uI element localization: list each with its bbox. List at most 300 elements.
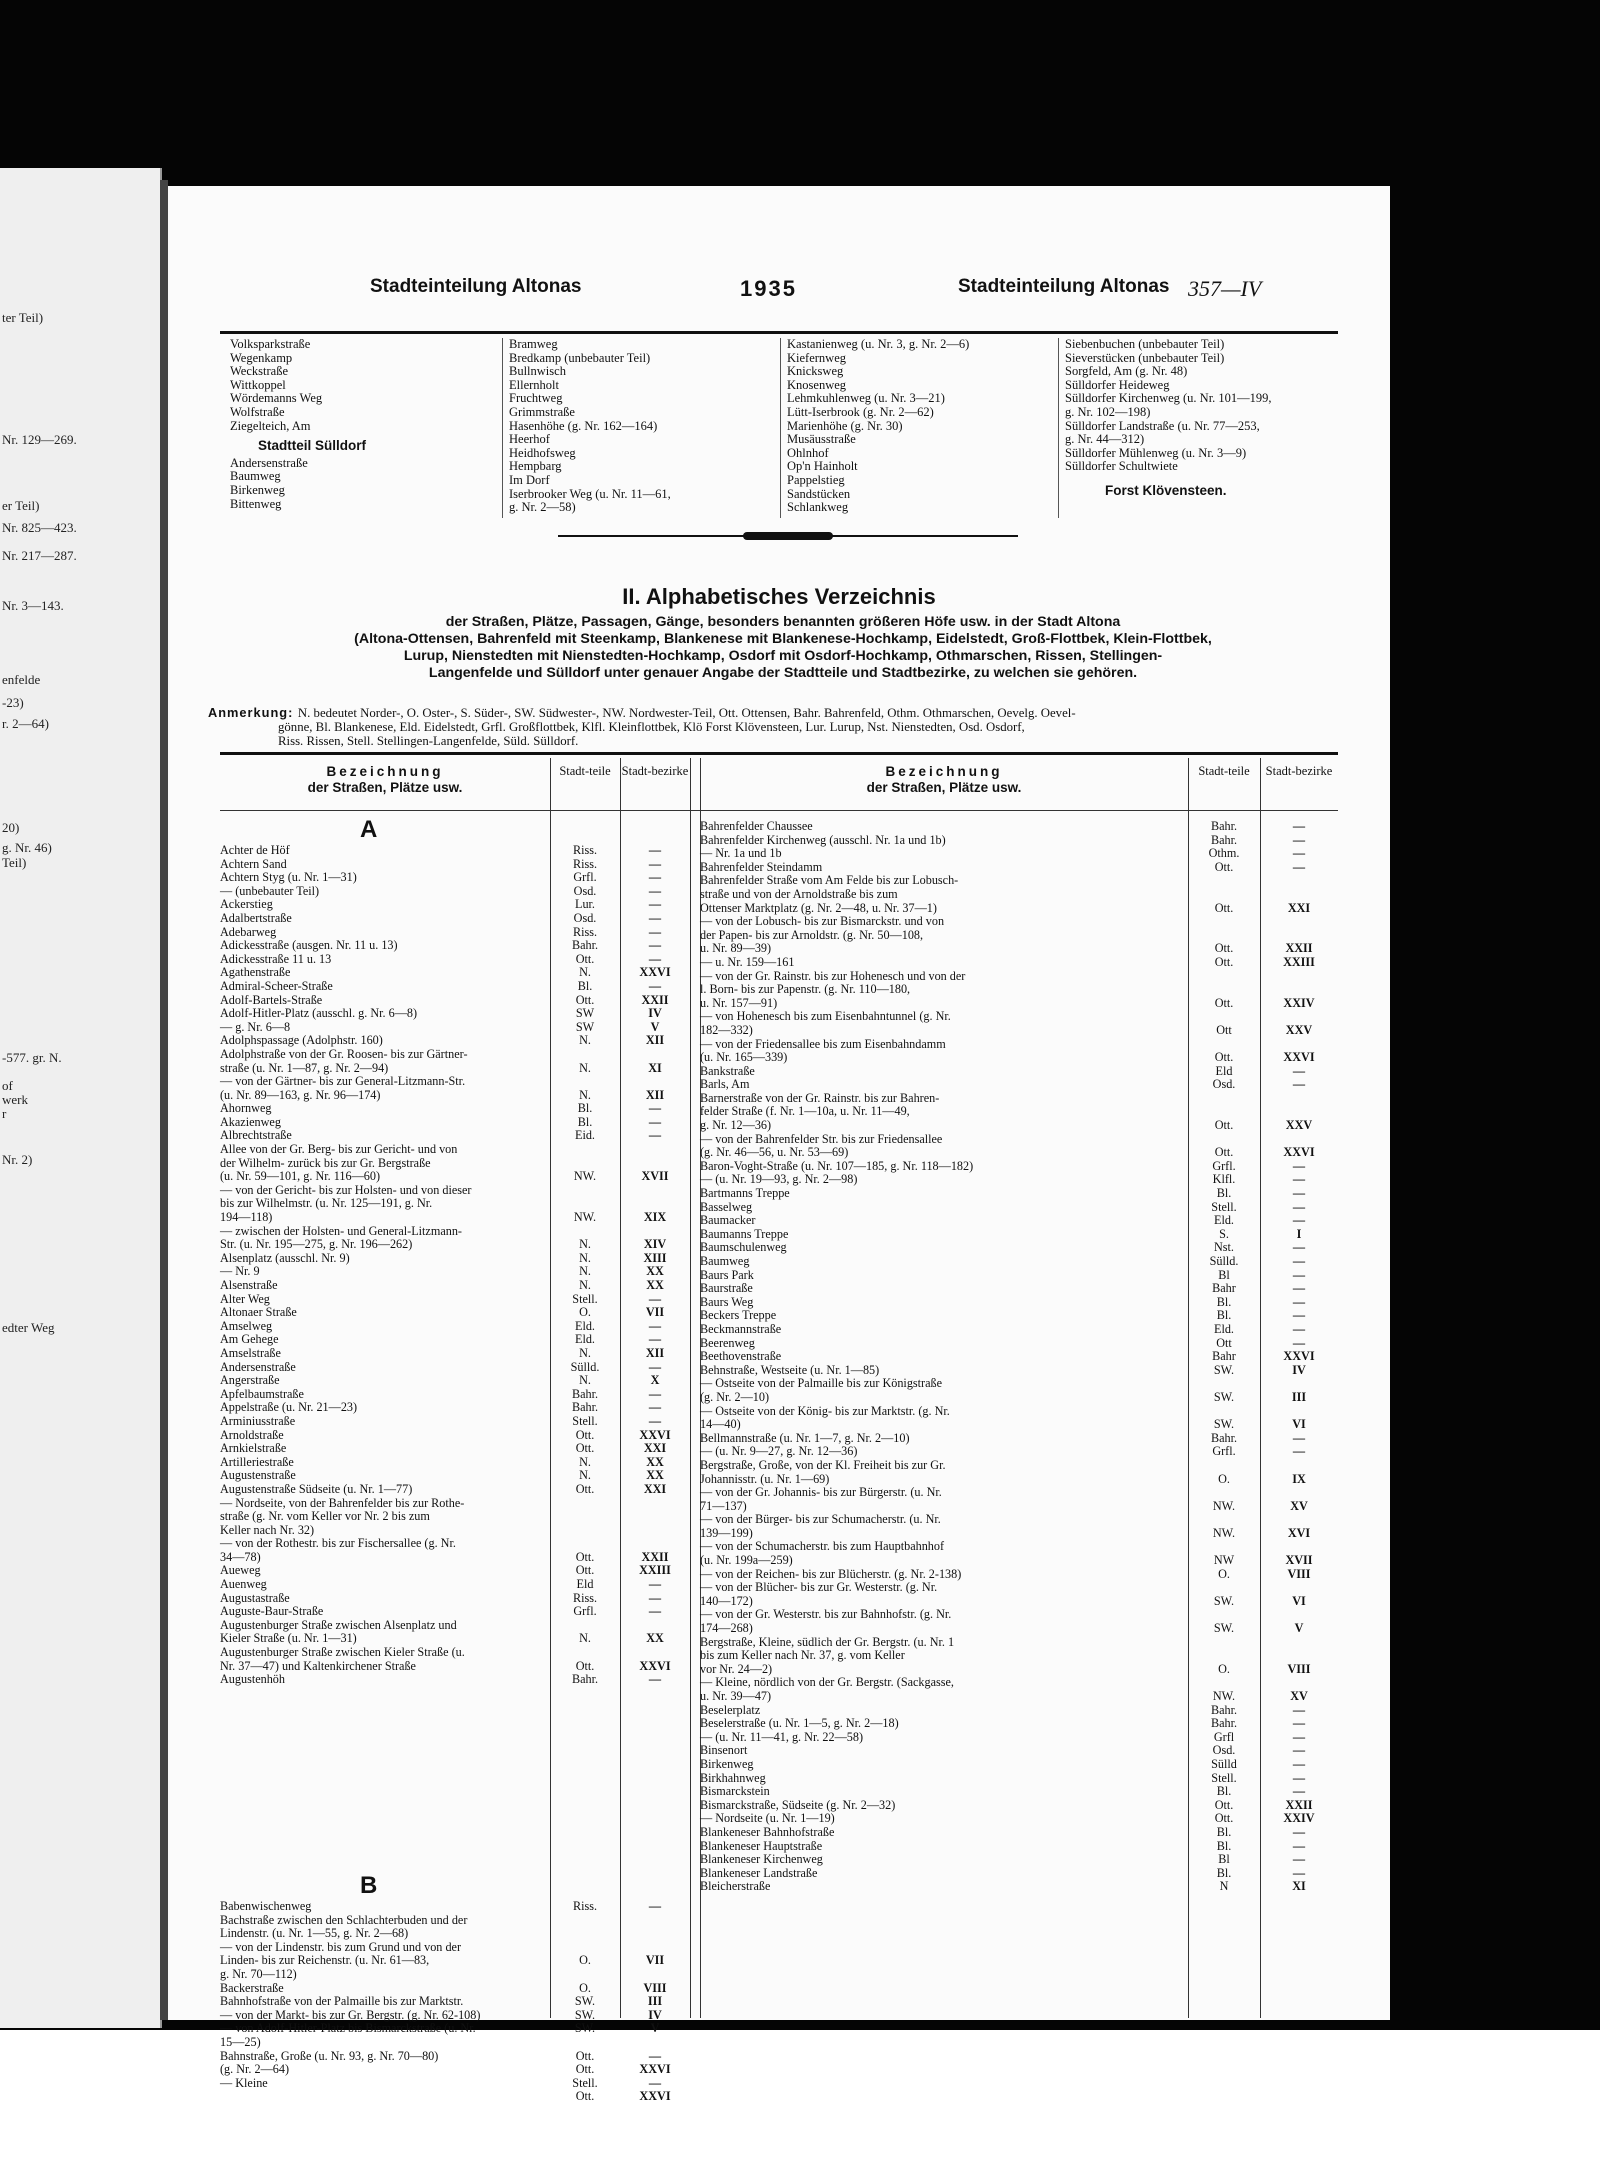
stadtteil-value: Eld. xyxy=(575,1318,595,1333)
street-name: Adalbertstraße xyxy=(220,910,292,925)
left-page-fragment: edter Weg xyxy=(2,1320,55,1335)
street-name: bis zum Keller nach Nr. 37, g. vom Keller xyxy=(700,1648,905,1663)
table-row xyxy=(700,1473,1338,1487)
table-row xyxy=(220,2036,690,2050)
table-row xyxy=(220,1143,690,1157)
stadtteil-value: Bl. xyxy=(1216,1784,1232,1799)
table-row xyxy=(220,1982,690,1996)
stadtbezirk-value: — xyxy=(648,1413,662,1428)
stadtteil-value: Lur. xyxy=(575,897,595,912)
street-name: Augustenstraße xyxy=(220,1468,296,1483)
table-row xyxy=(220,898,690,912)
left-page-fragment: Nr. 217—287. xyxy=(2,548,77,563)
table-row xyxy=(700,1201,1338,1215)
table-row xyxy=(700,1377,1338,1391)
street-name: Bankstraße xyxy=(700,1063,755,1078)
col-head-teile-right: Stadt-teile xyxy=(1198,764,1250,778)
stadtteil-value: Bahr. xyxy=(571,1386,599,1401)
stadtbezirk-value: XXVI xyxy=(1283,1349,1315,1364)
left-page-fragment: Nr. 129—269. xyxy=(2,432,77,447)
stadtbezirk-value: XXVI xyxy=(639,2089,671,2104)
street-name: Adolf-Hitler-Platz (ausschl. g. Nr. 6—8) xyxy=(220,1006,418,1021)
street-entry: Sorgfeld, Am (g. Nr. 48) xyxy=(1065,364,1188,379)
left-page-fragment: r xyxy=(2,1106,7,1121)
stadtbezirk-value: IV xyxy=(1292,1362,1306,1377)
stadtbezirk-value: XXV xyxy=(1285,1022,1313,1037)
street-name: — von der Lobusch- bis zur Bismarckstr. und von xyxy=(700,914,945,929)
street-name: Admiral-Scheer-Straße xyxy=(220,978,333,993)
stadtteil-value: Ott. xyxy=(1214,1050,1234,1065)
street-name: Augustenhöh xyxy=(220,1672,285,1687)
table-row xyxy=(700,915,1338,929)
table-row xyxy=(700,1826,1338,1840)
table-row xyxy=(700,1513,1338,1527)
street-name: Arnoldstraße xyxy=(220,1427,284,1442)
stadtbezirk-value: — xyxy=(648,951,662,966)
street-entry: Sülldorfer Schultwiete xyxy=(1065,459,1178,474)
table-row xyxy=(220,1954,690,1968)
stadtbezirk-value: — xyxy=(1292,1077,1306,1092)
stadtteil-value: Ott. xyxy=(575,992,595,1007)
table-row xyxy=(700,1880,1338,1894)
stadtbezirk-value: — xyxy=(1292,1824,1306,1839)
stadtbezirk-value: — xyxy=(648,1400,662,1415)
street-name: Lindenstr. (u. Nr. 1—55, g. Nr. 2—68) xyxy=(220,1926,409,1941)
table-row xyxy=(220,1941,690,1955)
stadtbezirk-value: — xyxy=(1292,832,1306,847)
subtitle-line: Lurup, Nienstedten mit Nienstedten-Hochkamp, Osdorf mit Osdorf-Hochkamp, Othmarschen, Rissen, Stellingen- xyxy=(403,648,1163,664)
table-row xyxy=(700,1323,1338,1337)
street-name: Akazienweg xyxy=(220,1114,281,1129)
street-entry: Sülldorfer Heideweg xyxy=(1065,377,1170,392)
street-name: (u. Nr. 165—339) xyxy=(700,1050,788,1065)
note-text: N. bedeutet Norder-, O. Oster-, S. Süder-, SW. Südwester-, NW. Nordwester-Teil, Ott. Ottensen, Bahr. Bahrenfeld, Othm. Othmarschen, Oevelg. Oevel- xyxy=(297,706,1076,720)
left-page-fragment: ter Teil) xyxy=(2,310,44,325)
header-rule xyxy=(220,331,1338,334)
street-name: der Wilhelm- zurück bis zur Gr. Bergstraße xyxy=(220,1155,431,1170)
stadtbezirk-value: V xyxy=(650,2021,660,2036)
table-row xyxy=(700,861,1338,875)
street-entry: Wördemanns Weg xyxy=(230,391,323,406)
street-name: — Nr. 1a und 1b xyxy=(700,846,782,861)
table-row xyxy=(700,1418,1338,1432)
street-name: Baurs Weg xyxy=(700,1294,754,1309)
stadtbezirk-value: — xyxy=(648,1604,662,1619)
stadtteil-value: N. xyxy=(579,1631,591,1646)
table-row xyxy=(220,1062,690,1076)
table-row xyxy=(220,1007,690,1021)
table-row xyxy=(700,847,1338,861)
table-row xyxy=(700,1554,1338,1568)
stadtbezirk-value: — xyxy=(648,843,662,857)
stadtbezirk-value: XXVI xyxy=(639,965,671,980)
street-name: u. Nr. 157—91) xyxy=(700,995,778,1010)
street-entry: Bittenweg xyxy=(230,496,282,511)
table-row xyxy=(700,1065,1338,1079)
street-name: 182—332) xyxy=(700,1022,753,1037)
stadtbezirk-value: — xyxy=(1292,1838,1306,1853)
table-row xyxy=(700,1078,1338,1092)
left-page-fragment: of xyxy=(2,1078,13,1093)
stadtbezirk-value: — xyxy=(1292,846,1306,861)
stadtbezirk-value: XXIII xyxy=(1283,954,1315,969)
table-row xyxy=(220,1578,690,1592)
stadtbezirk-value: XV xyxy=(1290,1689,1308,1703)
stadtteil-value: Ott. xyxy=(1214,1811,1234,1826)
street-name: — von der Reichen- bis zur Blücherstr. (g. Nr. 2-138) xyxy=(700,1566,962,1581)
stadtbezirk-value: XXII xyxy=(641,992,669,1007)
street-name: Baumweg xyxy=(700,1254,750,1268)
table-row xyxy=(700,1608,1338,1622)
stadtteil-value: Riss. xyxy=(572,1899,598,1913)
street-entry: Bredkamp (unbebauter Teil) xyxy=(509,350,651,365)
list-column-3 xyxy=(780,338,1057,518)
street-entry: Grimmstraße xyxy=(509,404,575,419)
street-name: — von der Gr. Johannis- bis zur Bürgerstr. (u. Nr. xyxy=(700,1485,942,1500)
street-name: Keller nach Nr. 32) xyxy=(220,1522,315,1537)
table-row xyxy=(700,1636,1338,1650)
stadtteil-value: Eld xyxy=(576,1577,594,1592)
street-name: Bergstraße, Kleine, südlich der Gr. Bergstr. (u. Nr. 1 xyxy=(700,1634,955,1649)
table-row xyxy=(700,888,1338,902)
table-row xyxy=(700,1785,1338,1799)
stadtteil-value: NW xyxy=(1213,1553,1235,1568)
stadtteil-value: O. xyxy=(1218,1566,1230,1581)
table-row xyxy=(220,926,690,940)
street-name: — von der Blücher- bis zur Gr. Westerstr. (g. Nr. xyxy=(700,1580,938,1595)
street-name: Amselweg xyxy=(220,1318,273,1333)
table-row xyxy=(220,1129,690,1143)
stadtbezirk-value: — xyxy=(1292,1213,1306,1228)
table-row xyxy=(220,1524,690,1538)
stadtteil-value: Eld. xyxy=(1214,1213,1234,1228)
stadtbezirk-value: — xyxy=(1292,819,1306,833)
street-name: — Nr. 9 xyxy=(220,1264,260,1279)
stadtteil-value: Osd. xyxy=(1212,1743,1236,1758)
book-gutter xyxy=(160,180,168,2020)
stadtteil-value: Grfl xyxy=(1213,1729,1235,1744)
table-row xyxy=(220,885,690,899)
stadtbezirk-value: — xyxy=(648,883,662,898)
table-row xyxy=(220,1995,690,2009)
left-page-fragment: werk xyxy=(2,1092,28,1107)
street-name: Baumacker xyxy=(700,1213,756,1228)
left-page-fragment: -577. gr. N. xyxy=(2,1050,62,1065)
stadtbezirk-value: XXVI xyxy=(1283,1050,1315,1065)
table-row xyxy=(700,1187,1338,1201)
stadtbezirk-value: — xyxy=(648,2075,662,2090)
table-row xyxy=(700,1500,1338,1514)
stadtbezirk-value: — xyxy=(1292,1321,1306,1336)
stadtbezirk-value: VI xyxy=(1292,1593,1306,1608)
street-name: Allee von der Gr. Berg- bis zur Gericht- und von xyxy=(220,1142,458,1157)
street-name: Behnstraße, Westseite (u. Nr. 1—85) xyxy=(700,1362,880,1377)
street-entry: Sülldorfer Kirchenweg (u. Nr. 101—199, xyxy=(1065,391,1272,406)
street-name: Augustenburger Straße zwischen Kieler Straße (u. xyxy=(220,1645,465,1660)
street-name: Auenweg xyxy=(220,1577,267,1592)
note-label: Anmerkung: xyxy=(208,705,298,720)
table-row xyxy=(700,1486,1338,1500)
street-entry: Birkenweg xyxy=(230,482,285,497)
table-row xyxy=(220,1347,690,1361)
left-page-fragment: er Teil) xyxy=(2,498,40,513)
table-row xyxy=(220,1401,690,1415)
street-entry: Hasenhöhe (g. Nr. 162—164) xyxy=(509,418,658,433)
stadtteil-value: SW. xyxy=(1213,1621,1235,1636)
street-name: — von der Bahrenfelder Str. bis zur Friedensallee xyxy=(700,1131,943,1146)
table-row xyxy=(220,1238,690,1252)
table-row xyxy=(700,1241,1338,1255)
street-name: Ackerstieg xyxy=(220,897,273,912)
stadtteil-value: N. xyxy=(579,1087,591,1102)
table-row xyxy=(220,994,690,1008)
street-entry: g. Nr. 102—198) xyxy=(1065,404,1151,419)
col-head-teile-left: Stadt-teile xyxy=(559,764,611,778)
street-name: Bartmanns Treppe xyxy=(700,1186,790,1201)
stadtbezirk-value: XXI xyxy=(643,1481,667,1496)
street-name: — von Hohenesch bis zum Eisenbahntunnel (g. Nr. xyxy=(700,1009,951,1024)
street-name: Birkhahnweg xyxy=(700,1770,766,1785)
stadtteil-value: Bl. xyxy=(577,1114,593,1129)
table-top-rule xyxy=(220,752,1338,755)
stadtteil-value: Stell. xyxy=(572,1413,598,1428)
stadtbezirk-value: XI xyxy=(648,1060,662,1075)
street-entry: Ellernholt xyxy=(509,377,559,392)
street-name: — u. Nr. 159—161 xyxy=(700,954,795,969)
stadtbezirk-value: — xyxy=(1292,1281,1306,1296)
street-name: Kieler Straße (u. Nr. 1—31) xyxy=(220,1631,357,1646)
street-name: straße (g. Nr. vom Keller vor Nr. 2 bis zum xyxy=(220,1509,430,1524)
street-name: Barls, Am xyxy=(700,1077,750,1092)
street-name: Auguste-Baur-Straße xyxy=(220,1604,324,1619)
abbreviation-note xyxy=(208,706,1358,748)
table-row xyxy=(220,1075,690,1089)
section-subtitle xyxy=(208,614,1358,682)
header-right-title: Stadteinteilung Altonas xyxy=(958,276,1170,297)
street-name: Bahrenfelder Straße vom Am Felde bis zur Lobusch- xyxy=(700,873,959,888)
stadtteil-value: N. xyxy=(579,1250,591,1265)
street-name: 174—268) xyxy=(700,1621,753,1636)
table-row xyxy=(700,1595,1338,1609)
stadtteil-value: Ott. xyxy=(575,2048,595,2063)
stadtbezirk-value: — xyxy=(1292,1172,1306,1187)
street-entry: Wegenkamp xyxy=(230,350,293,365)
stadtbezirk-value: XVI xyxy=(1287,1525,1311,1540)
street-name: Adolphstraße von der Gr. Roosen- bis zur Gärtner- xyxy=(220,1046,468,1061)
stadtteil-value: N. xyxy=(579,1033,591,1048)
document-page xyxy=(168,186,1390,2104)
street-name: Arnkielstraße xyxy=(220,1441,287,1456)
table-row xyxy=(220,1252,690,1266)
stadtbezirk-value: — xyxy=(1292,1294,1306,1309)
table-row xyxy=(220,1632,690,1646)
street-name: Baurs Park xyxy=(700,1267,754,1282)
table-row xyxy=(220,1483,690,1497)
street-name: Blankeneser Landstraße xyxy=(700,1865,818,1880)
stadtteil-value: SW. xyxy=(574,2021,596,2036)
stadtteil-value: Ott. xyxy=(575,1481,595,1496)
table-row xyxy=(220,1968,690,1982)
stadtteil-value: SW xyxy=(575,1006,595,1021)
street-name: Adickesstraße 11 u. 13 xyxy=(220,951,332,966)
street-name: l. Born- bis zur Papenstr. (g. Nr. 110—180, xyxy=(700,982,911,997)
table-row xyxy=(700,1364,1338,1378)
district-heading: Forst Klövensteen. xyxy=(1105,482,1227,498)
stadtbezirk-value: VIII xyxy=(1287,1566,1311,1581)
stadtteil-value: Stell. xyxy=(1211,1770,1237,1785)
street-name: Alsenplatz (ausschl. Nr. 9) xyxy=(220,1250,350,1265)
stadtteil-value: Ott. xyxy=(575,1658,595,1673)
street-name: Angerstraße xyxy=(220,1373,280,1388)
street-name: — von der Gericht- bis zur Holsten- und von dieser xyxy=(220,1182,472,1197)
table-row xyxy=(220,1415,690,1429)
street-name: Birkenweg xyxy=(700,1756,754,1771)
list-column-2 xyxy=(502,338,779,518)
street-entry: Siebenbuchen (unbebauter Teil) xyxy=(1065,337,1225,351)
street-entry: Marienhöhe (g. Nr. 30) xyxy=(787,418,903,433)
table-row xyxy=(220,858,690,872)
stadtteil-value: Bl. xyxy=(1216,1865,1232,1880)
street-name: Bismarckstein xyxy=(700,1784,770,1799)
col-divider xyxy=(690,758,691,2018)
table-row xyxy=(700,956,1338,970)
stadtbezirk-value: — xyxy=(648,910,662,925)
table-row xyxy=(700,1119,1338,1133)
stadtteil-value: Ott. xyxy=(575,2062,595,2077)
street-name: 14—40) xyxy=(700,1417,741,1432)
stadtteil-value: Ott. xyxy=(1214,900,1234,915)
table-row xyxy=(700,1581,1338,1595)
street-name: — von der Markt- bis zur Gr. Bergstr. (g. Nr. 62-108) xyxy=(220,2007,481,2022)
table-row xyxy=(700,834,1338,848)
stadtbezirk-value: I xyxy=(1296,1226,1302,1241)
continued-street-lists xyxy=(220,338,1338,518)
table-row xyxy=(220,1510,690,1524)
stadtbezirk-value: XX xyxy=(646,1264,664,1279)
left-page-fragment: Nr. 825—423. xyxy=(2,520,77,535)
stadtbezirk-value: III xyxy=(647,1994,663,2009)
table-row xyxy=(220,1034,690,1048)
street-name: Bahnstraße, Große (u. Nr. 93, g. Nr. 70—80) xyxy=(220,2048,439,2063)
stadtteil-value: SW. xyxy=(574,1994,596,2009)
street-name: — von der Bürger- bis zur Schumacherstr. (u. Nr. xyxy=(700,1512,941,1527)
street-name: 139—199) xyxy=(700,1525,753,1540)
street-name: — von Adolf-Hitler-Platz bis Bismarckstraße (u. Nr. xyxy=(220,2021,476,2036)
stadtteil-value: Stell. xyxy=(572,2075,598,2090)
stadtteil-value: Bahr. xyxy=(1210,1430,1238,1445)
stadtteil-value: SW. xyxy=(1213,1417,1235,1432)
table-row xyxy=(700,1812,1338,1826)
stadtteil-value: Bl. xyxy=(1216,1186,1232,1201)
stadtbezirk-value: — xyxy=(1292,1267,1306,1282)
table-row xyxy=(220,1646,690,1660)
street-name: — zwischen der Holsten- und General-Litzmann- xyxy=(220,1223,462,1238)
stadtteil-value: Osd. xyxy=(573,883,597,898)
stadtbezirk-value: — xyxy=(648,1332,662,1347)
street-name: Beethovenstraße xyxy=(700,1349,782,1364)
table-row xyxy=(700,983,1338,997)
stadtteil-value: Othm. xyxy=(1208,846,1240,861)
street-entry: Pappelstieg xyxy=(787,472,845,487)
table-row xyxy=(220,1184,690,1198)
street-name: Basselweg xyxy=(700,1199,753,1214)
street-name: Augustenstraße Südseite (u. Nr. 1—77) xyxy=(220,1481,413,1496)
stadtbezirk-value: VIII xyxy=(1287,1661,1311,1676)
stadtteil-value: SW. xyxy=(1213,1362,1235,1377)
stadtteil-value: Bahr. xyxy=(1210,819,1238,833)
street-name: g. Nr. 12—36) xyxy=(700,1118,772,1133)
stadtbezirk-value: — xyxy=(648,1114,662,1129)
stadtteil-value: O. xyxy=(1218,1661,1230,1676)
stadtteil-value: Ott xyxy=(1216,1022,1232,1037)
table-row xyxy=(700,1772,1338,1786)
stadtbezirk-value: V xyxy=(1294,1621,1304,1636)
street-name: — von der Friedensallee bis zum Eisenbahndamm xyxy=(700,1036,946,1051)
stadtteil-value: Stell. xyxy=(572,1291,598,1306)
street-name: — (u. Nr. 9—27, g. Nr. 12—36) xyxy=(700,1444,858,1459)
stadtbezirk-value: — xyxy=(1292,859,1306,874)
stadtbezirk-value: III xyxy=(1291,1389,1307,1404)
table-row xyxy=(700,1690,1338,1704)
table-row xyxy=(700,1038,1338,1052)
table-row xyxy=(700,1337,1338,1351)
stadtteil-value: Bl xyxy=(1218,1267,1230,1282)
stadtbezirk-value: — xyxy=(1292,1743,1306,1758)
table-row xyxy=(700,1024,1338,1038)
table-row xyxy=(220,1116,690,1130)
left-page-fragment: -23) xyxy=(2,695,24,710)
street-name: Binsenort xyxy=(700,1743,748,1758)
table-row xyxy=(220,966,690,980)
stadtbezirk-value: XXI xyxy=(643,1441,667,1456)
table-row xyxy=(700,1649,1338,1663)
stadtbezirk-value: IV xyxy=(648,2007,662,2022)
stadtteil-value: N. xyxy=(579,1345,591,1360)
stadtteil-value: N. xyxy=(579,1454,591,1469)
stadtbezirk-value: — xyxy=(648,2048,662,2063)
table-row xyxy=(700,1160,1338,1174)
stadtbezirk-value: — xyxy=(648,1899,662,1913)
street-name: Ahornweg xyxy=(220,1101,272,1116)
stadtteil-value: Ott. xyxy=(575,1441,595,1456)
stadtbezirk-value: XXII xyxy=(1285,1797,1313,1812)
note-line xyxy=(208,720,1358,734)
street-name: Bahrenfelder Steindamm xyxy=(700,859,823,874)
street-name: Ottenser Marktplatz (g. Nr. 2—48, u. Nr. 37—1) xyxy=(700,900,937,915)
table-row xyxy=(220,2090,690,2104)
street-name: vor Nr. 24—2) xyxy=(700,1661,773,1676)
table-row xyxy=(220,1619,690,1633)
table-row xyxy=(220,1225,690,1239)
street-name: Baumschulenweg xyxy=(700,1240,787,1255)
table-row xyxy=(220,1497,690,1511)
street-name: bis zur Wilhelmstr. (u. Nr. 125—191, g. Nr. xyxy=(220,1196,433,1211)
letter-heading-a: A xyxy=(360,816,381,843)
stadtbezirk-value: IV xyxy=(648,1006,662,1021)
table-row xyxy=(700,1663,1338,1677)
street-entry: Volksparkstraße xyxy=(230,337,311,351)
street-name: Bahrenfelder Chaussee xyxy=(700,819,813,833)
table-row xyxy=(220,1102,690,1116)
left-page-fragment: g. Nr. 46) xyxy=(2,840,52,855)
stadtbezirk-value: IX xyxy=(1292,1471,1306,1486)
stadtbezirk-value: XXVI xyxy=(639,1658,671,1673)
table-row xyxy=(700,1010,1338,1024)
street-entry: g. Nr. 44—312) xyxy=(1065,432,1145,447)
table-row xyxy=(220,980,690,994)
street-name: Appelstraße (u. Nr. 21—23) xyxy=(220,1400,358,1415)
table-row xyxy=(220,1660,690,1674)
